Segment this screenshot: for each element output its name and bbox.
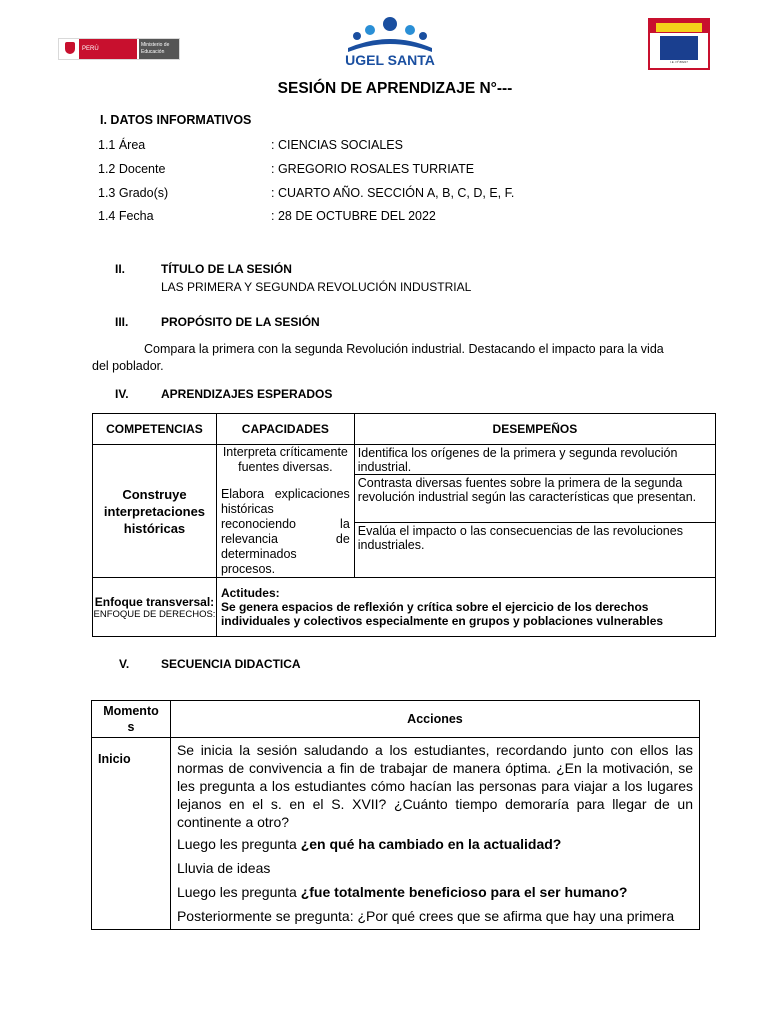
section-4-number: IV. (115, 387, 129, 401)
area-value: : CIENCIAS SOCIALES (271, 138, 403, 152)
purpose-line-1: Compara la primera con la segunda Revolución industrial. Destacando el impacto para la vida (144, 342, 664, 356)
session-title: LAS PRIMERA Y SEGUNDA REVOLUCIÓN INDUSTRIAL (161, 280, 472, 294)
competencias-header: COMPETENCIAS (93, 414, 217, 445)
p4-question: ¿fue totalmente beneficioso para el ser humano? (300, 884, 628, 900)
desempeno-3: Evalúa el impacto o las consecuencias de las revoluciones industriales. (357, 524, 683, 552)
section-5-number: V. (119, 657, 130, 671)
capacidades-cell (216, 445, 354, 578)
area-label: 1.1 Área (98, 138, 146, 152)
ministerio-educacion-logo (58, 38, 180, 60)
capacidad-2: Elabora explicaciones históricas reconociendo la relevancia de determinados procesos. (220, 487, 350, 576)
inicio-acciones (170, 738, 699, 930)
inicio-paragraph-3: Lluvia de ideas (176, 860, 271, 876)
school-badge-text: I.E. Nº 88227 (670, 60, 688, 64)
momentos-header-line2: s (127, 720, 135, 734)
secuencia-table (91, 700, 700, 930)
actitudes-cell (216, 578, 715, 637)
docente-label: 1.2 Docente (98, 162, 166, 176)
acciones-header: Acciones (170, 701, 699, 738)
capacidades-header: CAPACIDADES (216, 414, 354, 445)
section-1-heading: I. DATOS INFORMATIVOS (100, 113, 252, 127)
peru-logo-text: PERÚ (79, 39, 137, 59)
competencia-cell: Construye interpretaciones históricas (93, 445, 217, 578)
ugel-logo-text: UGEL SANTA (345, 52, 435, 68)
school-building-icon (660, 36, 698, 60)
inicio-paragraph-5: Posteriormente se pregunta: ¿Por qué crees que se afirma que hay una primera (176, 908, 675, 924)
momentos-header (92, 701, 171, 738)
section-2-number: II. (115, 262, 126, 276)
inicio-paragraph-2 (177, 835, 693, 853)
section-5-heading: SECUENCIA DIDACTICA (161, 657, 301, 671)
momentos-header-line1: Momento (103, 704, 159, 718)
inicio-paragraph-1: Se inicia la sesión saludando a los estudiantes, recordando junto con ellos las normas de convivencia a fin de trabajar de manera óptima. ¿En la motivación, se les pregunta a los estudiantes cómo hacían las personas para viajar a los lugares lejanos en el s. en el S. XVII? ¿Cuánto tiempo demoraría para llegar de un continente a otro? (176, 742, 693, 830)
actitudes-text: Se genera espacios de reflexión y crítica sobre el ejercicio de los derechos individuales y colectivos especialmente en grupos y poblaciones vulnerables (220, 600, 664, 628)
inicio-label: Inicio (92, 738, 171, 930)
section-2-heading: TÍTULO DE LA SESIÓN (161, 262, 292, 276)
desempeno-2: Contrasta diversas fuentes sobre la primera de la segunda revolución industrial según las características que presentan. (355, 475, 715, 523)
p4-prefix: Luego les pregunta (176, 884, 301, 900)
ministerio-logo-text: Ministerio de Educación (139, 39, 179, 59)
competencias-table (92, 413, 716, 637)
p2-prefix: Luego les pregunta (176, 836, 301, 852)
ugel-people-icon (340, 14, 440, 54)
desempenos-cell (354, 445, 715, 578)
peru-shield-icon (65, 42, 75, 54)
purpose-line-2: del poblador. (92, 359, 164, 373)
page-title: SESIÓN DE APRENDIZAJE N°--- (277, 80, 513, 97)
fecha-value: : 28 DE OCTUBRE DEL 2022 (271, 209, 436, 223)
docente-value: : GREGORIO ROSALES TURRIATE (271, 162, 475, 176)
desempeno-1: Identifica los orígenes de la primera y segunda revolución industrial. (355, 445, 715, 475)
fecha-label: 1.4 Fecha (98, 209, 154, 223)
enfoque-label: Enfoque transversal: (94, 594, 215, 609)
ugel-santa-logo (340, 14, 440, 70)
enfoque-value: ENFOQUE DE DERECHOS: (93, 608, 216, 620)
enfoque-cell (93, 578, 217, 637)
section-3-heading: PROPÓSITO DE LA SESIÓN (161, 315, 320, 329)
actitudes-label: Actitudes: (220, 586, 280, 600)
section-3-number: III. (115, 315, 129, 329)
school-logo (648, 18, 710, 70)
capacidad-1: Interpreta críticamente fuentes diversas. (222, 445, 348, 474)
grado-label: 1.3 Grado(s) (98, 186, 169, 200)
desempenos-header: DESEMPEÑOS (354, 414, 715, 445)
grado-value: : CUARTO AÑO. SECCIÓN A, B, C, D, E, F. (271, 186, 515, 200)
inicio-paragraph-4 (177, 883, 693, 901)
section-4-heading: APRENDIZAJES ESPERADOS (161, 387, 333, 401)
p2-question: ¿en qué ha cambiado en la actualidad? (300, 836, 562, 852)
